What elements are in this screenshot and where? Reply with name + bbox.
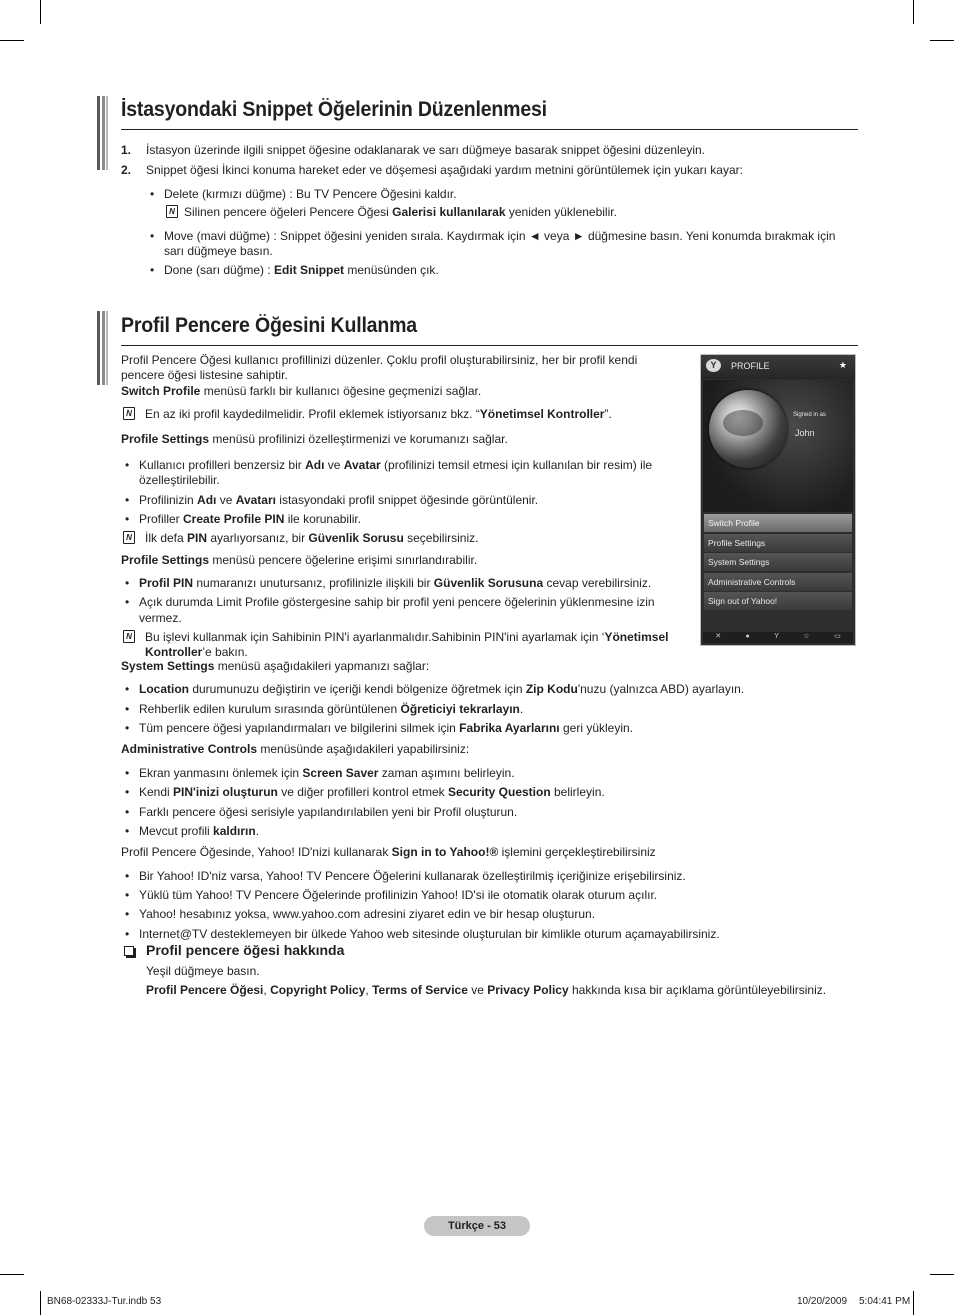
list-item: • Move (mavi düğme) : Snippet öğesini yeniden sırala. Kaydırmak için ◄ veya ► düğmesine basın. Yeni konumda bırakmak için sarı düğmeye basın. <box>150 228 836 259</box>
menu-item-system-settings[interactable]: System Settings <box>704 553 852 571</box>
record-icon[interactable]: ● <box>745 633 750 641</box>
steps-list <box>121 143 856 184</box>
screen-title: PROFILE <box>731 361 770 371</box>
note-item: N Silinen pencere öğeleri Pencere Öğesi Galerisi kullanılarak yeniden yüklenebilir. <box>164 205 854 220</box>
file-name: BN68-02333J-Tur.indb 53 <box>47 1296 162 1307</box>
crop-mark <box>0 40 24 41</box>
step-item: 1. İstasyon üzerinde ilgili snippet öğesine odaklanarak ve sarı düğmeye basarak snippet öğesini düzenleyin. <box>121 143 706 157</box>
star-icon[interactable]: ☆ <box>803 633 810 641</box>
yahoo-logo-icon: Y <box>706 359 721 372</box>
list-item: • Kendi PIN'inizi oluşturun ve diğer profilleri kontrol etmek Security Question belirleyin. <box>125 785 605 800</box>
list-item: • Ekran yanmasını önlemek için Screen Saver zaman aşımını belirleyin. <box>125 765 515 780</box>
section-title: Profil Pencere Öğesini Kullanma <box>121 314 417 337</box>
note-icon: N <box>123 630 135 643</box>
list-item: • Delete (kırmızı düğme) : Bu TV Pencere Öğesini kaldır. <box>150 187 457 201</box>
list-item: • Kullanıcı profilleri benzersiz bir Adı ve Avatar (profilinizi temsil etmesi için kullanılan bir resim) ile özelleştirilebilir. <box>125 457 653 488</box>
subsection-title: Profil pencere öğesi hakkında <box>146 942 345 958</box>
star-icon: ★ <box>838 360 847 370</box>
globe-avatar-icon <box>709 390 787 468</box>
checkbox-icon <box>124 946 134 956</box>
list-item: • Açık durumda Limit Profile göstergesine sahip bir profil yeni pencere öğelerinin yüklenmesine izin vermez. <box>125 595 655 625</box>
signed-in-label: Signed in as <box>793 412 827 418</box>
profile-panel <box>703 380 853 512</box>
crop-mark <box>0 1274 24 1275</box>
system-settings-block: System Settings menüsü aşağıdakileri yapmanızı sağlar: • Location durumunuzu değiştirin ve içeriği kendi bölgenize öğretmek için Zip Kodu'nuzu (yalnızca ABD) ayarlayın. • Rehberlik edilen kurulum sırasında görüntülenen Öğreticiyi tekrarlayın. • Tüm pencere öğesi yapılandırmaları ve bilgilerini silmek için Fabrika Ayarlarını geri yükleyin. Administrative Controls menüsünde aşağıdakileri yapabilirsiniz: • Ekran yanmasını önlemek için Screen Saver zaman aşımını belirleyin. • Kendi PIN'inizi oluşturun ve diğer profilleri kontrol etmek Security Question belirleyin. • Farklı pencere öğesi serisiyle yapılandırılabilen yeni bir Profil oluşturun. • Mevcut profili kaldırın. Profil Pencere Öğesinde, Yahoo! ID'nizi kullanarak Sign in to Yahoo!® işlemini gerçekleştirebilirsiniz • Bir Yahoo! ID'niz varsa, Yahoo! TV Pencere Öğelerini kullanarak özelleştirilmiş içeriğinize erişebilirsiniz. • Yüklü tüm Yahoo! TV Pencere Öğelerinde profilinizin Yahoo! ID'si ile otomatik olarak oturum açılır. • Yahoo! hesabınız yoksa, www.yahoo.com adresini ziyaret edin ve bir hesap oluşturun. • Internet@TV desteklemeyen bir ülkede Yahoo web sitesinde oluşturulan bir kimlikle oturum açamayabilirsiniz. <box>121 659 856 942</box>
user-name: John <box>795 428 815 438</box>
section-title: İstasyondaki Snippet Öğelerinin Düzenlenmesi <box>121 98 547 121</box>
note-item: N Bu işlevi kullanmak için Sahibinin PIN'i ayarlanmalıdır.Sahibinin PIN'ini ayarlamak için ‘Yönetimsel Kontroller’e bakın. <box>121 630 681 661</box>
menu-item-profile-settings[interactable]: Profile Settings <box>704 534 852 552</box>
list-item: • Bir Yahoo! ID'niz varsa, Yahoo! TV Pencere Öğelerini kullanarak özelleştirilmiş içeriğinize erişebilirsiniz. <box>125 868 686 883</box>
note-item: N En az iki profil kaydedilmelidir. Profil eklemek istiyorsanız bkz. “Yönetimsel Kontroller”. <box>121 407 681 422</box>
list-item: • Internet@TV desteklemeyen bir ülkede Yahoo web sitesinde oluşturulan bir kimlikle oturum açamayabilirsiniz. <box>125 926 720 941</box>
crop-mark <box>930 40 954 41</box>
list-item: • Mevcut profili kaldırın. <box>125 823 260 838</box>
list-item: • Yüklü tüm Yahoo! TV Pencere Öğelerinde profilinizin Yahoo! ID'si ile otomatik olarak oturum açılır. <box>125 887 658 902</box>
about-text: Yeşil düğmeye basın. Profil Pencere Öğesi, Copyright Policy, Terms of Service ve Privacy Policy hakkında kısa bir açıklama görüntüleyebilirsiniz. <box>146 964 827 998</box>
screen-header <box>701 355 855 379</box>
crop-mark <box>913 1291 914 1315</box>
profile-intro: Profil Pencere Öğesi kullanıcı profillinizi düzenler. Çoklu profil oluşturabilirsiniz, her bir profil kendi pencere öğesi listesine sahiptir. Switch Profile menüsü farklı bir kullanıcı öğesine geçmenizi sağlar. N En az iki profil kaydedilmelidir. Profil eklemek istiyorsanız bkz. “Yönetimsel Kontroller”. Profile Settings menüsü profilinizi özelleştirmenizi ve korumanızı sağlar. • Kullanıcı profilleri benzersiz bir Adı ve Avatar (profilinizi temsil etmesi için kullanılan bir resim) ile özelleştirilebilir. • Profilinizin Adı ve Avatarı istasyondaki profil snippet öğesinde görüntülenir. • Profiller Create Profile PIN ile korunabilir. N İlk defa PIN ayarlıyorsanız, bir Güvenlik Sorusu seçebilirsiniz. Profile Settings menüsü pencere öğelerine erişimi sınırlandırabilir. • Profil PIN numaranızı unutursanız, profilinizle ilişkili bir Güvenlik Sorusuna cevap verebilirsiniz. • Açık durumda Limit Profile göstergesine sahip bir profil yeni pencere öğelerinin yüklenmesine izin vermez. N Bu işlevi kullanmak için Sahibinin PIN'i ayarlanmalıdır.Sahibinin PIN'ini ayarlamak için ‘Yönetimsel Kontroller’e bakın. <box>121 353 681 661</box>
list-item: • Rehberlik edilen kurulum sırasında görüntülenen Öğreticiyi tekrarlayın. <box>125 701 524 716</box>
section-rule <box>121 129 858 130</box>
print-date: 10/20/2009 <box>797 1296 848 1307</box>
crop-mark <box>930 1274 954 1275</box>
crop-mark <box>40 1291 41 1315</box>
profile-menu <box>704 514 852 612</box>
menu-item-switch-profile[interactable]: Switch Profile <box>704 514 852 532</box>
list-item: • Location durumunuzu değiştirin ve içeriği kendi bölgenize öğretmek için Zip Kodu'nuzu (yalnızca ABD) ayarlayın. <box>125 682 745 697</box>
note-item: N İlk defa PIN ayarlıyorsanız, bir Güvenlik Sorusu seçebilirsiniz. <box>121 531 681 546</box>
page-number-badge: Türkçe - 53 <box>424 1216 530 1236</box>
list-item: • Profiller Create Profile PIN ile korunabilir. <box>125 511 362 526</box>
crop-mark <box>913 0 914 24</box>
note-icon: N <box>166 205 178 218</box>
widget-icon[interactable]: ▭ <box>834 633 841 641</box>
close-icon[interactable]: ✕ <box>715 633 722 641</box>
menu-item-sign-out[interactable]: Sign out of Yahoo! <box>704 592 852 610</box>
list-item: • Farklı pencere öğesi serisiyle yapılandırılabilen yeni bir Profil oluşturun. <box>125 804 518 819</box>
menu-item-administrative-controls[interactable]: Administrative Controls <box>704 573 852 591</box>
section-marker <box>97 311 108 385</box>
section-rule <box>121 345 858 346</box>
note-icon: N <box>123 407 135 420</box>
section-marker <box>97 96 108 170</box>
print-time: 5:04:41 PM <box>859 1296 911 1307</box>
screen-button-bar <box>703 632 853 643</box>
list-item: • Tüm pencere öğesi yapılandırmaları ve bilgilerini silmek için Fabrika Ayarlarını geri yükleyin. <box>125 721 634 736</box>
note-icon: N <box>123 531 135 544</box>
edit-options <box>146 187 854 279</box>
list-item: • Done (sarı düğme) : Edit Snippet menüsünden çık. <box>150 263 439 278</box>
list-item: • Yahoo! hesabınız yoksa, www.yahoo.com adresini ziyaret edin ve bir hesap oluşturun. <box>125 907 596 922</box>
list-item: • Profil PIN numaranızı unutursanız, profilinizle ilişkili bir Güvenlik Sorusuna cevap verebilirsiniz. <box>125 575 652 590</box>
step-item: 2. Snippet öğesi İkinci konuma hareket eder ve döşemesi aşağıdaki yardım metnini görüntülemek için yukarı kayar: <box>121 163 743 178</box>
crop-mark <box>40 0 41 24</box>
list-item: • Profilinizin Adı ve Avatarı istasyondaki profil snippet öğesinde görüntülenir. <box>125 492 539 507</box>
profile-screen-image <box>700 354 856 646</box>
yahoo-icon[interactable]: Y <box>774 633 779 641</box>
